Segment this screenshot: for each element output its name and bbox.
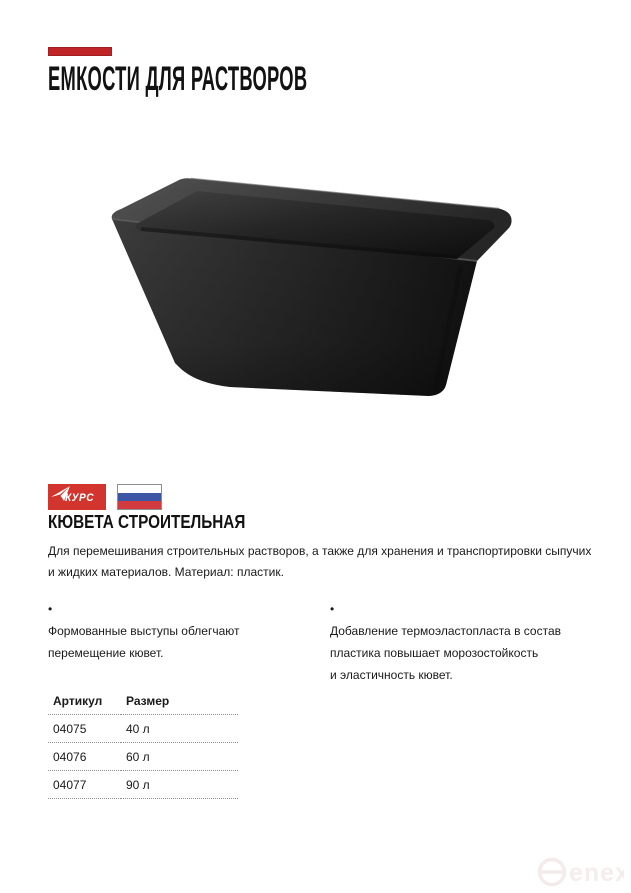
page-title: ЕМКОСТИ ДЛЯ РАСТВОРОВ — [48, 60, 308, 98]
feature-item — [330, 598, 593, 686]
product-image — [105, 165, 525, 405]
article-cell: 04076 — [48, 743, 121, 771]
enex-logo-icon — [536, 853, 624, 891]
bullet-icon: • — [330, 602, 335, 616]
feature-line: Формованные выступы облегчают — [48, 624, 240, 638]
feature-item — [48, 598, 318, 664]
description-line: и жидких материалов. Материал: пластик. — [48, 565, 284, 579]
size-cell: 40 л — [121, 715, 238, 743]
russia-flag-icon — [117, 484, 162, 510]
article-cell: 04075 — [48, 715, 121, 743]
product-name: КЮВЕТА СТРОИТЕЛЬНАЯ — [48, 512, 246, 532]
enex-watermark — [536, 853, 624, 891]
bullet-icon: • — [48, 602, 53, 616]
kurs-logo-text: КУРС — [65, 492, 94, 504]
feature-line: и эластичность кювет. — [330, 668, 453, 682]
feature-line: перемещение кювет. — [48, 646, 164, 660]
description-line: Для перемешивания строительных растворов, а также для хранения и транспортировки сыпучих — [48, 544, 592, 558]
size-cell: 90 л — [121, 771, 238, 799]
table-row — [48, 771, 238, 799]
product-description — [48, 541, 591, 583]
enex-logo-text: enex — [569, 859, 624, 887]
article-cell: 04077 — [48, 771, 121, 799]
column-header-size: Размер — [121, 694, 238, 715]
column-header-article: Артикул — [48, 694, 121, 715]
feature-line: пластика повышает морозостойкость — [330, 646, 539, 660]
size-cell: 60 л — [121, 743, 238, 771]
spec-table — [48, 694, 238, 799]
feature-line: Добавление термоэластопласта в состав — [330, 624, 561, 638]
kurs-brand-logo — [48, 484, 106, 510]
mortar-tub-illustration — [105, 165, 525, 405]
table-row — [48, 715, 238, 743]
table-header-row — [48, 694, 238, 715]
table-row — [48, 743, 238, 771]
accent-bar — [48, 47, 112, 56]
